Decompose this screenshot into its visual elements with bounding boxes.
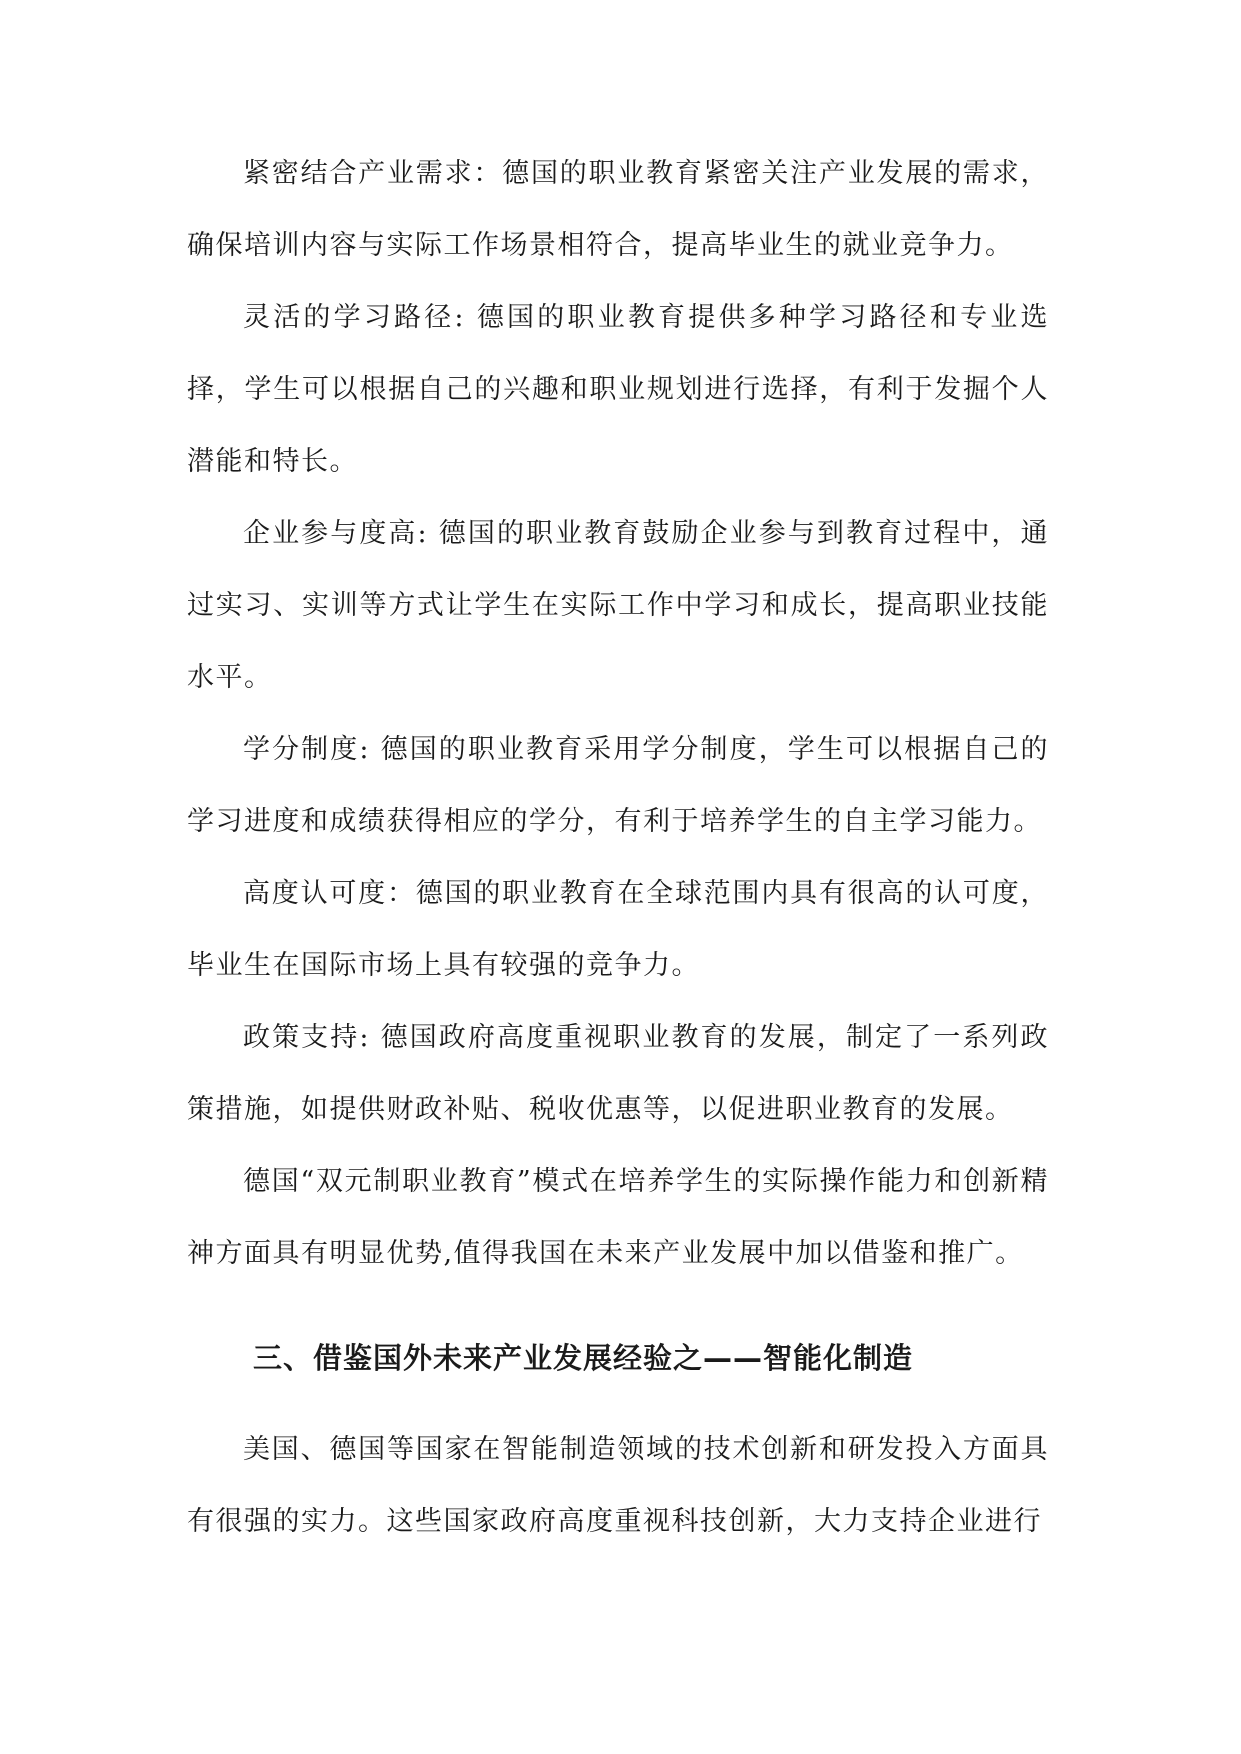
section-heading: 三、借鉴国外未来产业发展经验之——智能化制造: [253, 1341, 914, 1375]
paragraph-industry-demand: 紧密结合产业需求：德国的职业教育紧密关注产业发展的需求，确保培训内容与实际工作场景相符合，提高毕业生的就业竞争力。: [187, 158, 1049, 261]
page-body: [187, 138, 1049, 1558]
paragraph-flexible-learning: 灵活的学习路径: 德国的职业教育提供多种学习路径和专业选择，学生可以根据自己的兴趣和职业规划进行选择，有利于发掘个人潜能和特长。: [187, 302, 1049, 477]
paragraph-dual-system-summary: 德国“双元制职业教育”模式在培养学生的实际操作能力和创新精神方面具有明显优势,值得我国在未来产业发展中加以借鉴和推广。: [187, 1166, 1049, 1269]
paragraph-policy-support: 政策支持: 德国政府高度重视职业教育的发展，制定了一系列政策措施，如提供财政补贴、税收优惠等，以促进职业教育的发展。: [187, 1022, 1049, 1125]
paragraph-recognition: 高度认可度：德国的职业教育在全球范围内具有很高的认可度，毕业生在国际市场上具有较强的竞争力。: [187, 878, 1049, 981]
paragraph-credit-system: 学分制度: 德国的职业教育采用学分制度，学生可以根据自己的学习进度和成绩获得相应的学分，有利于培养学生的自主学习能力。: [187, 734, 1049, 837]
paragraph-smart-manufacturing: 美国、德国等国家在智能制造领域的技术创新和研发投入方面具有很强的实力。这些国家政府高度重视科技创新，大力支持企业进行: [187, 1434, 1049, 1537]
paragraph-enterprise-participation: 企业参与度高: 德国的职业教育鼓励企业参与到教育过程中，通过实习、实训等方式让学生在实际工作中学习和成长，提高职业技能水平。: [187, 518, 1049, 693]
